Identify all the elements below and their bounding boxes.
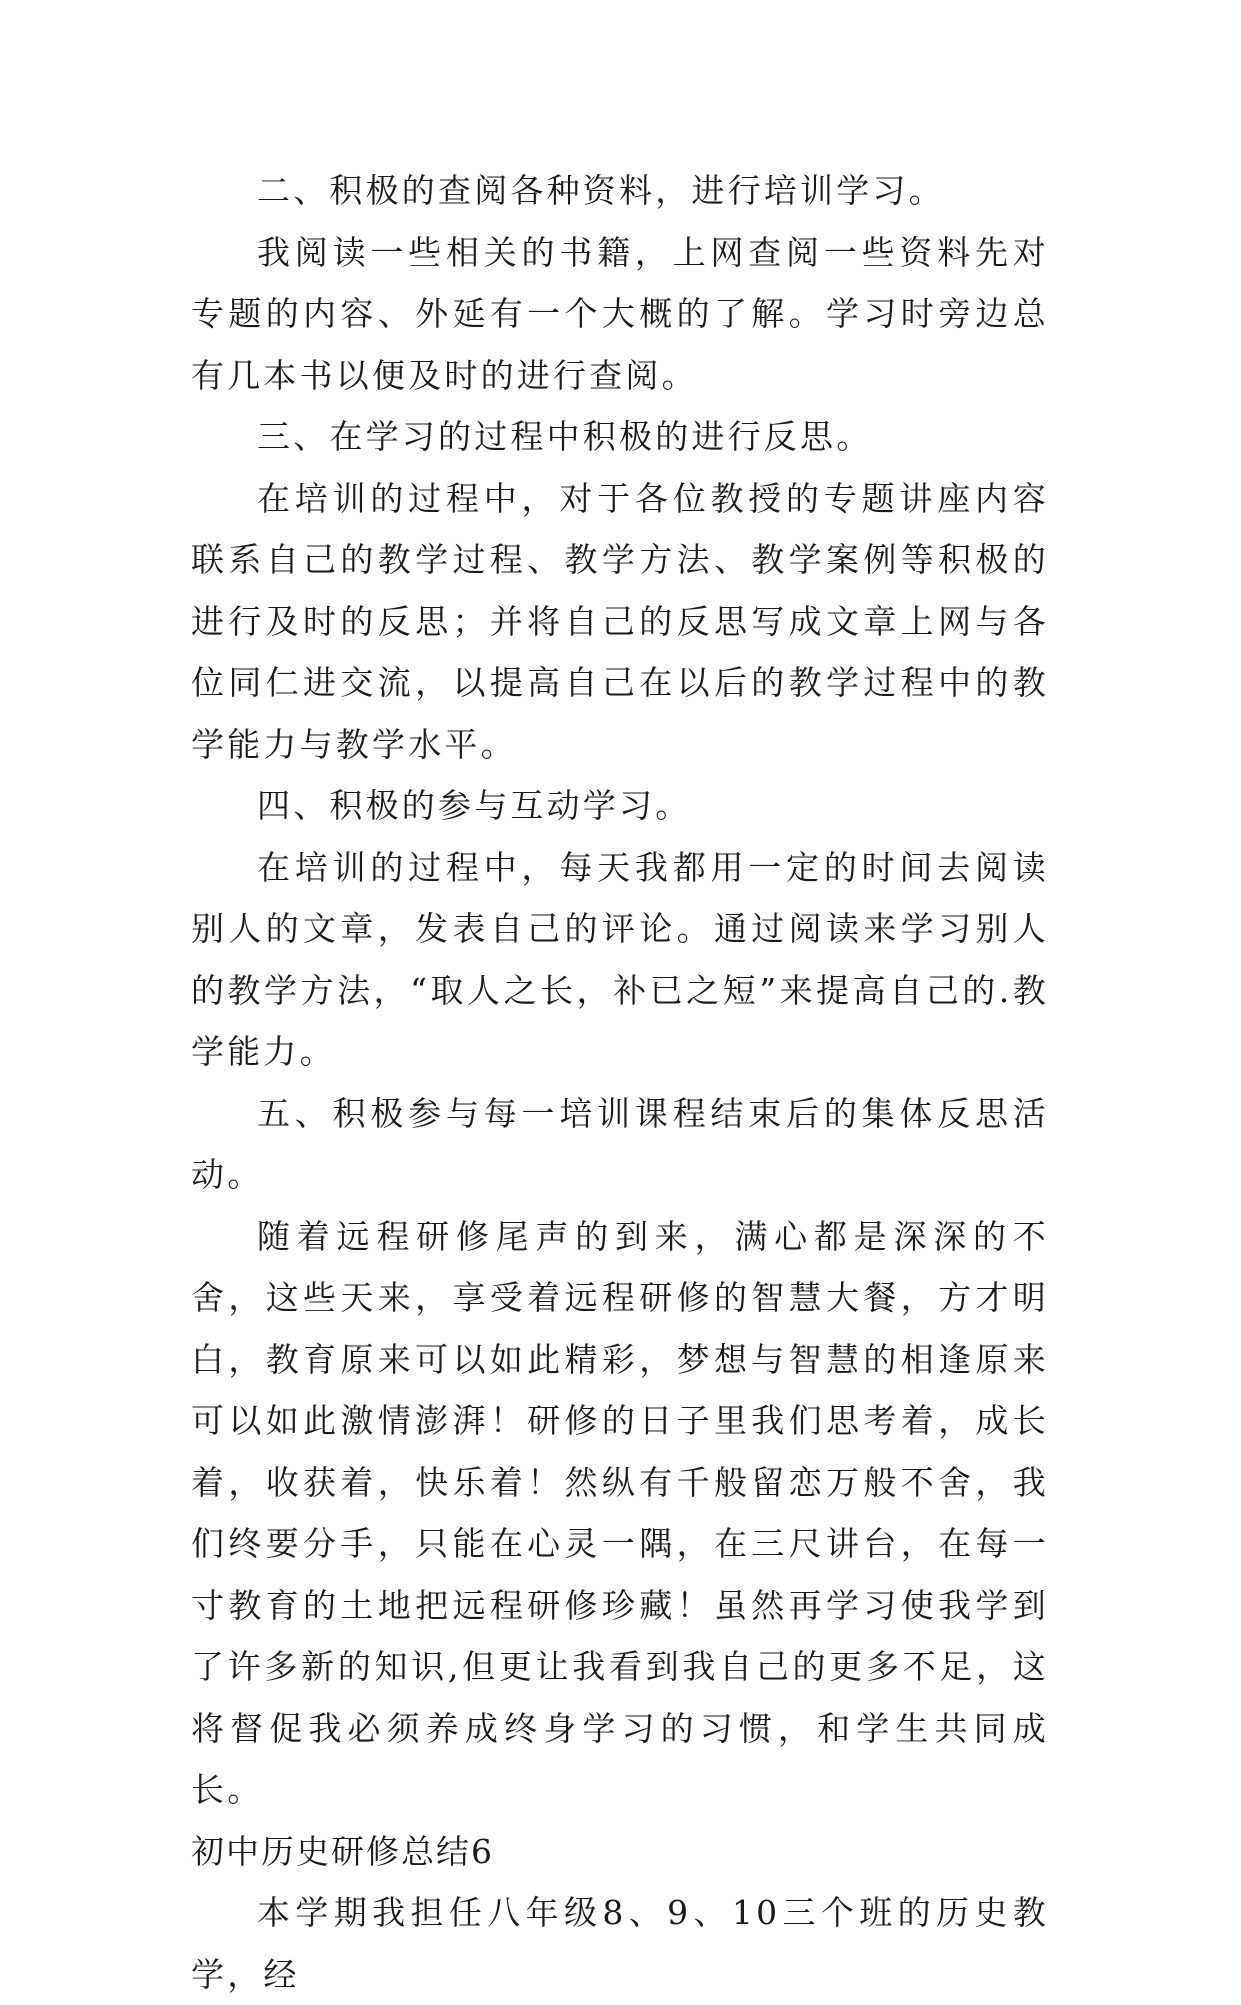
- document-body: [191, 160, 1049, 2005]
- body-paragraph: 我阅读一些相关的书籍，上网查阅一些资料先对专题的内容、外延有一个大概的了解。学习时旁边总有几本书以便及时的进行查阅。: [191, 232, 1049, 395]
- body-paragraph: 在培训的过程中，对于各位教授的专题讲座内容联系自己的教学过程、教学方法、教学案例等积极的进行及时的反思；并将自己的反思写成文章上网与各位同仁进交流，以提高自己在以后的教学过程中的教学能力与教学水平。: [191, 478, 1049, 764]
- body-paragraph: 在培训的过程中，每天我都用一定的时间去阅读别人的文章，发表自己的评论。通过阅读来学习别人的教学方法，“取人之长，补已之短”来提高自己的.教学能力。: [191, 847, 1049, 1071]
- section-heading-5: 五、积极参与每一培训课程结束后的集体反思活动。: [191, 1093, 1049, 1194]
- body-paragraph: 随着远程研修尾声的到来，满心都是深深的不舍，这些天来，享受着远程研修的智慧大餐，方才明白，教育原来可以如此精彩，梦想与智慧的相逢原来可以如此激情澎湃！研修的日子里我们思考着，成长着，收获着，快乐着！然纵有千般留恋万般不舍，我们终要分手，只能在心灵一隅，在三尺讲台，在每一寸教育的土地把远程研修珍藏！虽然再学习使我学到了许多新的知识,但更让我看到我自己的更多不足，这将督促我必须养成终身学习的习惯，和学生共同成长。: [191, 1216, 1049, 1809]
- section-heading-2: 二、积极的查阅各种资料，进行培训学习。: [257, 171, 945, 210]
- article-title: 初中历史研修总结6: [191, 1831, 494, 1871]
- section-heading-4: 四、积极的参与互动学习。: [257, 786, 692, 825]
- section-heading-3: 三、在学习的过程中积极的进行反思。: [257, 417, 873, 456]
- body-paragraph: 本学期我担任八年级8、9、10三个班的历史教学，经: [191, 1893, 1049, 1994]
